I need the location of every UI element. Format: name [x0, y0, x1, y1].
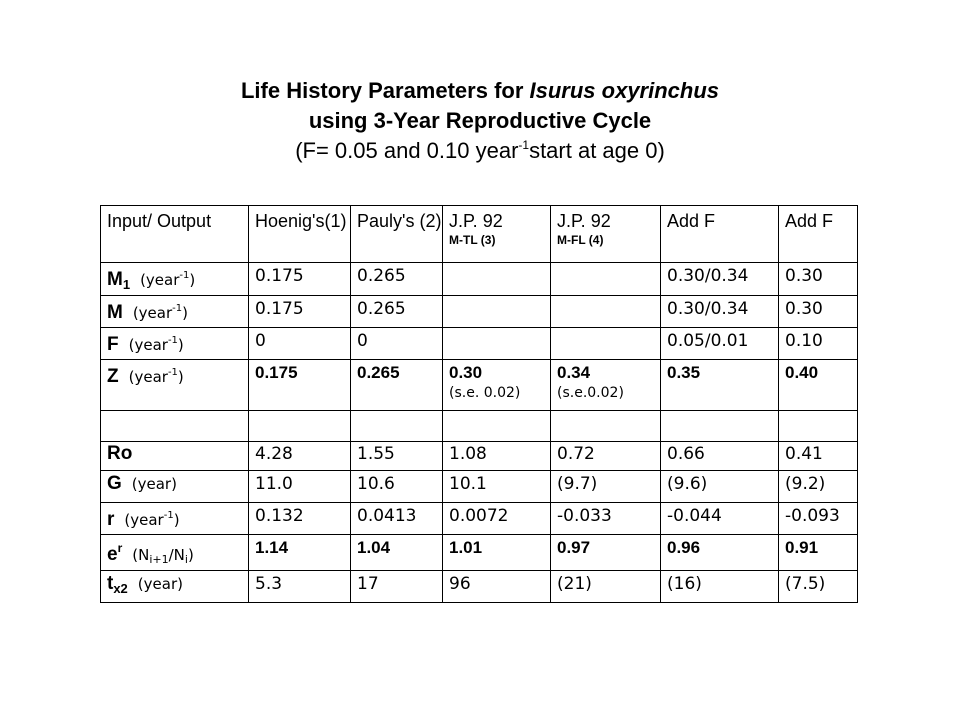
header-cell: Pauly's (2)	[351, 206, 443, 263]
row-label: Ro	[101, 442, 249, 471]
table-cell: (9.2)	[779, 471, 858, 503]
table-cell: 0.132	[249, 503, 351, 535]
table-cell: 0.175	[249, 296, 351, 328]
table-cell	[443, 411, 551, 442]
row-label: M (year$^{-1}$)	[101, 296, 249, 328]
header-cell: Add F	[661, 206, 779, 263]
row-label: F (year$^{-1}$)	[101, 328, 249, 360]
table-cell: (7.5)	[779, 571, 858, 603]
table-cell: 0.30	[779, 296, 858, 328]
table-cell: 0.175	[249, 263, 351, 296]
header-cell: J.P. 92 M-FL (4)	[551, 206, 661, 263]
row-label: r (year$^{-1}$)	[101, 503, 249, 535]
life-history-table	[100, 205, 858, 603]
table-cell: 96	[443, 571, 551, 603]
row-label: G (year)	[101, 471, 249, 503]
table-cell	[551, 328, 661, 360]
table-row-r	[101, 503, 858, 535]
table-cell: -0.093	[779, 503, 858, 535]
table-row-er	[101, 535, 858, 571]
table-cell: 1.08	[443, 442, 551, 471]
table-row-blank	[101, 411, 858, 442]
standard-error: (s.e. 0.02)	[449, 385, 521, 401]
title-prefix: Life History Parameters for	[240, 78, 530, 103]
table-row-f	[101, 328, 858, 360]
table-cell: 0	[351, 328, 443, 360]
title-line-3	[0, 136, 960, 166]
table-cell	[551, 411, 661, 442]
row-label: Z (year$^{-1}$)	[101, 360, 249, 411]
table-cell	[779, 411, 858, 442]
header-cell: Input/ Output	[101, 206, 249, 263]
table-cell: 0.265	[351, 263, 443, 296]
table-cell: 0	[249, 328, 351, 360]
table-cell: (9.7)	[551, 471, 661, 503]
table-cell: -0.033	[551, 503, 661, 535]
table-cell: 0.30 (s.e. 0.02)	[443, 360, 551, 411]
table-cell: 0.30/0.34	[661, 263, 779, 296]
table-cell	[351, 411, 443, 442]
subtitle-superscript: -1	[518, 138, 530, 152]
table-cell: 1.14	[249, 535, 351, 571]
table-cell: 1.55	[351, 442, 443, 471]
row-label: $M_1$ (year$^{-1}$)	[101, 263, 249, 296]
table-cell	[551, 263, 661, 296]
title-line-2: using 3-Year Reproductive Cycle	[308, 108, 652, 133]
table-cell: 0.30	[779, 263, 858, 296]
table-row-g	[101, 471, 858, 503]
table-cell: 5.3	[249, 571, 351, 603]
table-cell: 0.91	[779, 535, 858, 571]
header-cell: Hoenig's(1)	[249, 206, 351, 263]
table-cell	[443, 263, 551, 296]
title-line-1	[0, 76, 960, 106]
table-cell: 10.1	[443, 471, 551, 503]
header-cell: J.P. 92 M-TL (3)	[443, 206, 551, 263]
table-cell	[661, 411, 779, 442]
table-cell: (9.6)	[661, 471, 779, 503]
table-cell: 1.04	[351, 535, 443, 571]
slide-title	[0, 76, 960, 166]
subtitle-part-2: start at age 0)	[529, 138, 665, 163]
table-cell: 0.05/0.01	[661, 328, 779, 360]
table-cell: 0.66	[661, 442, 779, 471]
header-cell: Add F	[779, 206, 858, 263]
subtitle-part-1: (F= 0.05 and 0.10 year	[295, 138, 519, 163]
table-cell: 0.0072	[443, 503, 551, 535]
table-cell: 0.30/0.34	[661, 296, 779, 328]
table-row-m	[101, 296, 858, 328]
table-cell: 0.41	[779, 442, 858, 471]
table-cell: 0.265	[351, 296, 443, 328]
table-cell	[551, 296, 661, 328]
table-row-ro	[101, 442, 858, 471]
table-cell: 11.0	[249, 471, 351, 503]
table-cell	[101, 411, 249, 442]
table-cell: 0.97	[551, 535, 661, 571]
table-cell: 0.265	[351, 360, 443, 411]
table-row-m1	[101, 263, 858, 296]
table-cell: 1.01	[443, 535, 551, 571]
table-cell: -0.044	[661, 503, 779, 535]
table-cell: 0.0413	[351, 503, 443, 535]
table-cell: 10.6	[351, 471, 443, 503]
table-row-z	[101, 360, 858, 411]
table-cell	[443, 328, 551, 360]
table-cell: (21)	[551, 571, 661, 603]
row-label: $t_{x2}$ (year)	[101, 571, 249, 603]
table-row-tx2	[101, 571, 858, 603]
table-cell: 4.28	[249, 442, 351, 471]
standard-error: (s.e.0.02)	[557, 385, 624, 401]
table-cell: 0.10	[779, 328, 858, 360]
table-cell: 0.40	[779, 360, 858, 411]
table-cell: 17	[351, 571, 443, 603]
table-cell: 0.35	[661, 360, 779, 411]
row-label: $e^r$ $(N_{i+1}/N_i)$	[101, 535, 249, 571]
table-cell: 0.72	[551, 442, 661, 471]
table-cell: 0.175	[249, 360, 351, 411]
table-cell: 0.96	[661, 535, 779, 571]
table-cell: 0.34 (s.e.0.02)	[551, 360, 661, 411]
table-cell	[249, 411, 351, 442]
table-cell: (16)	[661, 571, 779, 603]
header-row	[101, 206, 858, 263]
species-name: Isurus oxyrinchus	[529, 78, 720, 103]
table-cell	[443, 296, 551, 328]
